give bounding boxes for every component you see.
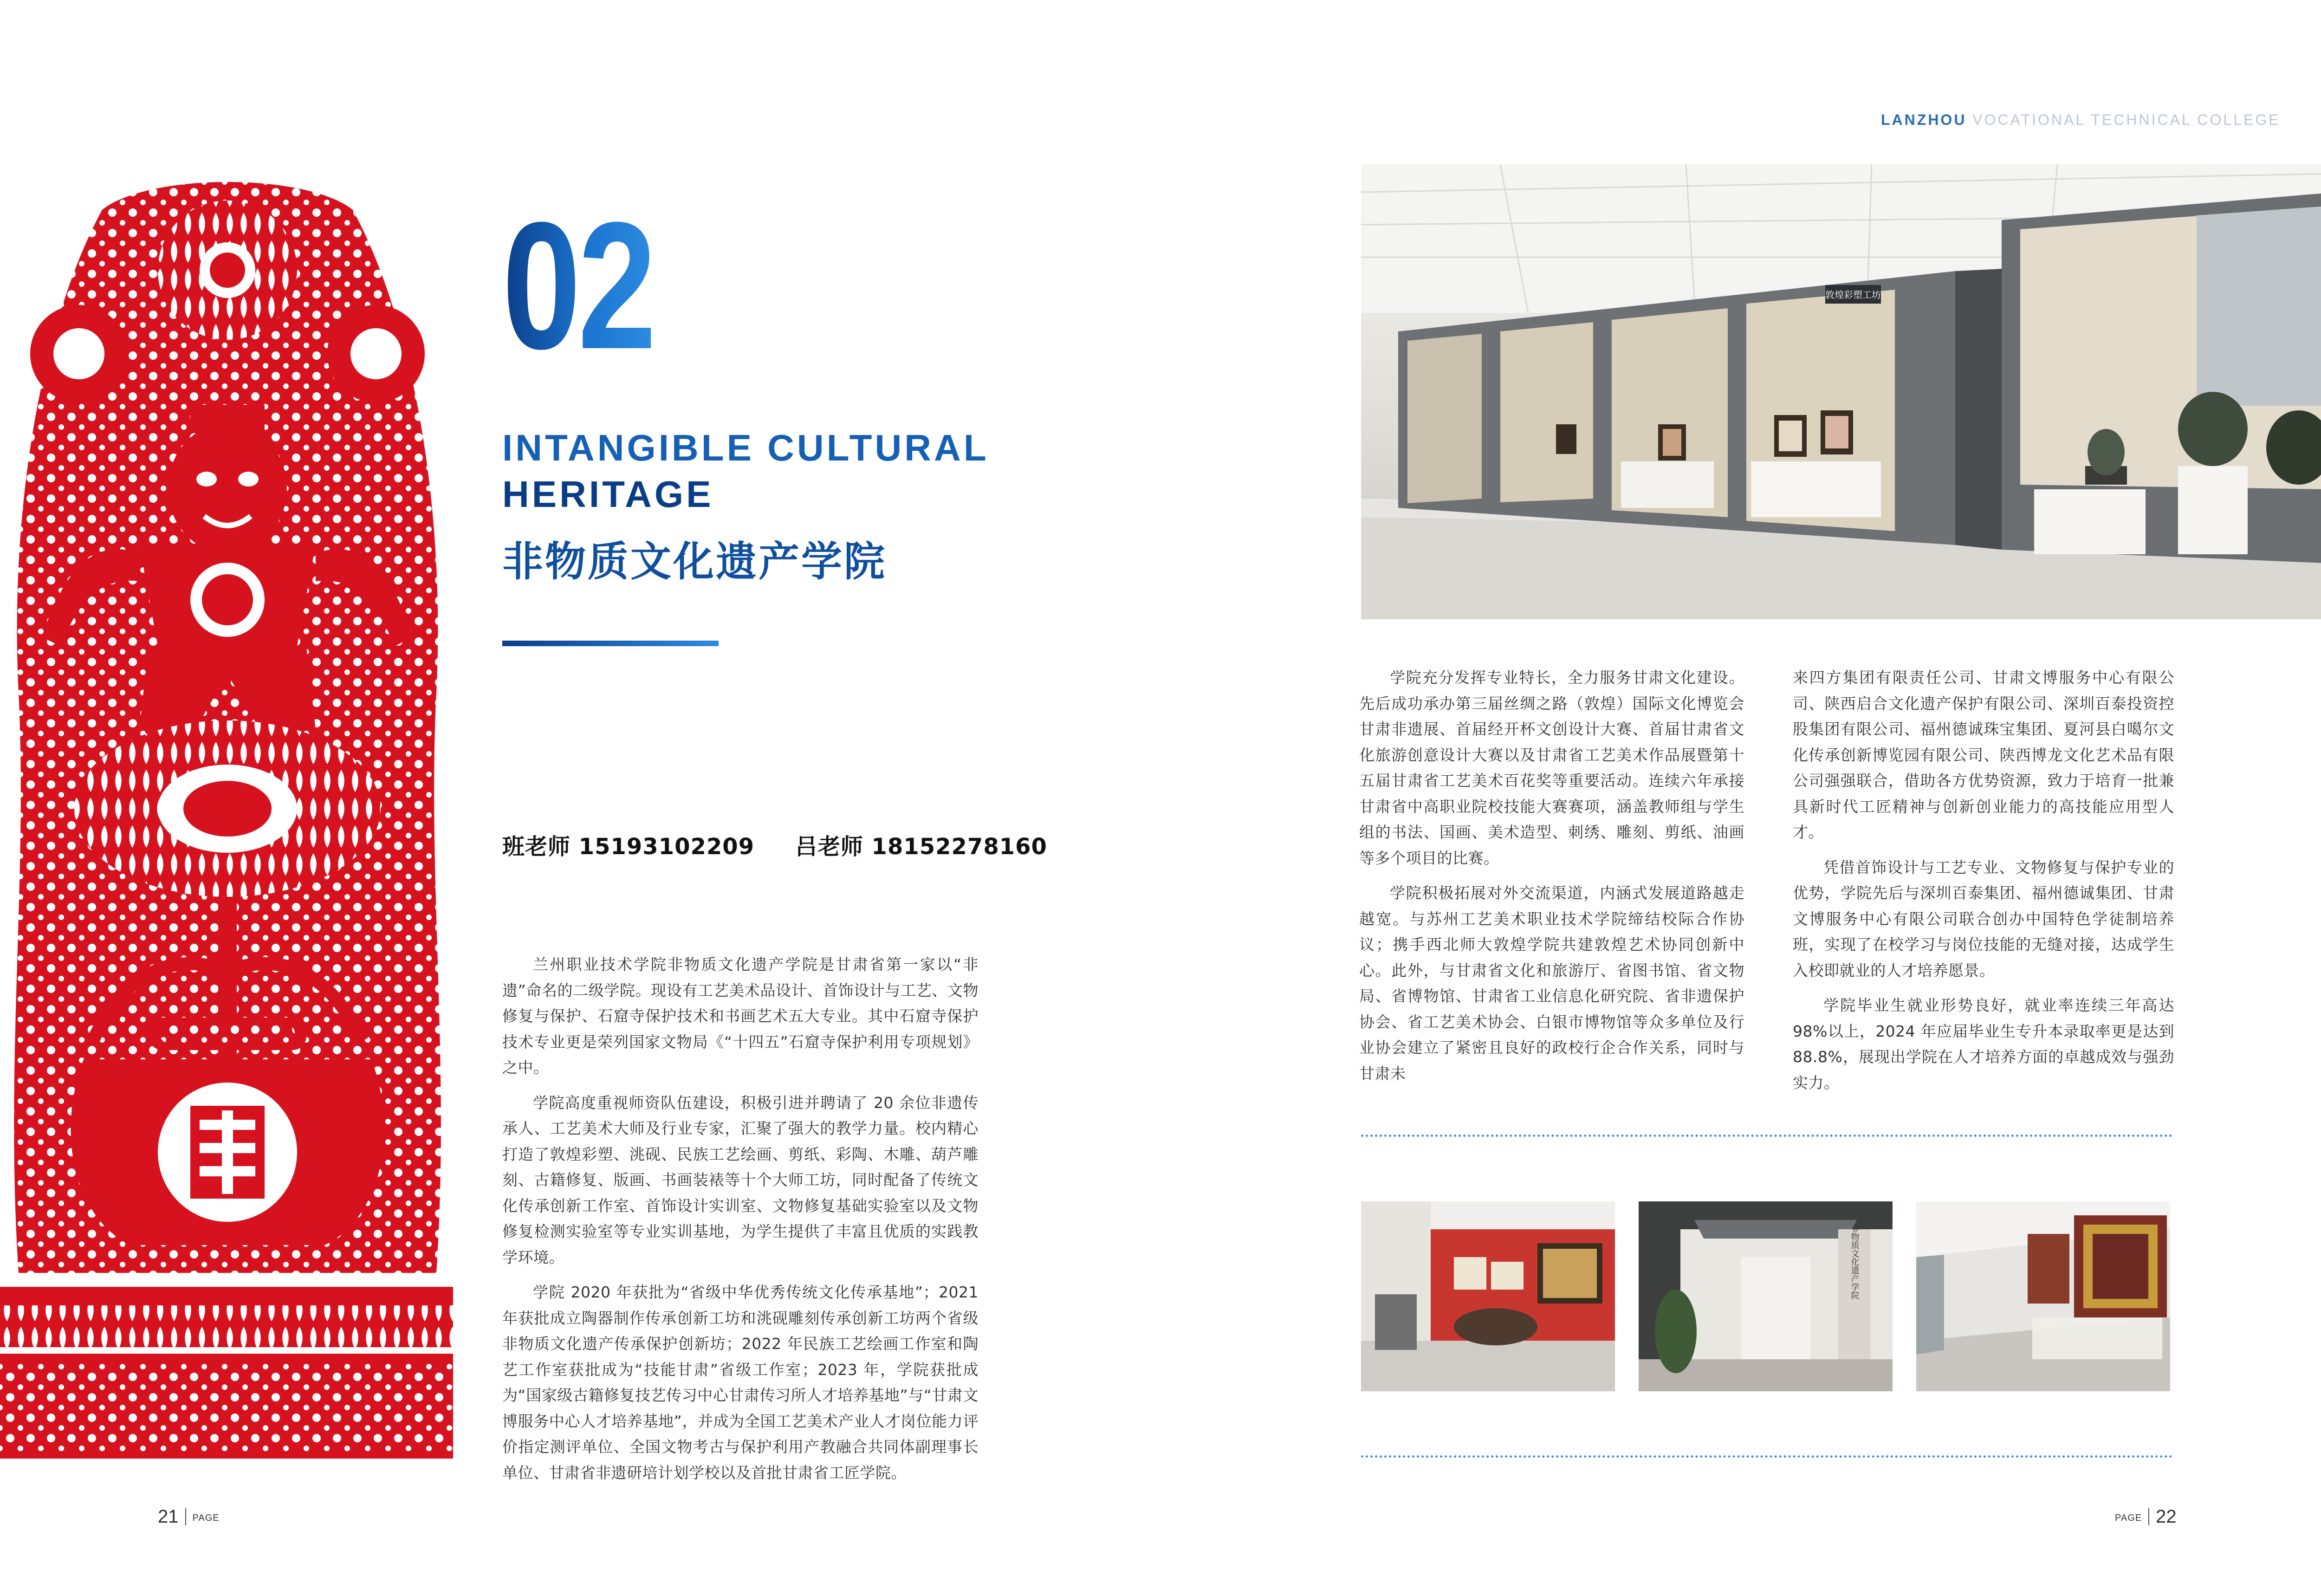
contact-ban: 班老师 15193102209	[502, 834, 755, 860]
gallery-corridor-photo	[1916, 1201, 2170, 1391]
college-entrance-photo	[1639, 1201, 1893, 1391]
left-paragraph: 学院高度重视师资队伍建设，积极引进并聘请了 20 余位非遗传承人、工艺美术大师及行业专家，汇聚了强大的教学力量。校内精心打造了敦煌彩塑、洮砚、民族工艺绘画、剪纸、彩陶、木雕、葫芦雕刻、古籍修复、版画、书画装裱等十个大师工坊，同时配备了传统文化传承创新工作室、首饰设计实训室、文物修复基础实验室以及文物修复检测实验室等专业实训基地，为学生提供了丰富且优质的实践教学环境。	[502, 1093, 979, 1266]
brand-light: VOCATIONAL TECHNICAL COLLEGE	[1972, 111, 2281, 128]
middle-paragraph: 学院充分发挥专业特长，全力服务甘肃文化建设。先后成功承办第三届丝绸之路（敦煌）国际文化博览会甘肃非遗展、首届经开杯文创设计大赛、首届甘肃省文化旅游创意设计大赛以及甘肃省工艺美术作品展暨第十五届甘肃省工艺美术百花奖等重要活动。连续六年承接甘肃省中高职业院校技能大赛赛项，涵盖教师组与学生组的书法、国画、美术造型、刺绣、雕刻、剪纸、油画等多个项目的比赛。	[1359, 668, 1744, 867]
left-paragraph: 兰州职业技术学院非物质文化遗产学院是甘肃省第一家以“非遗”命名的二级学院。现设有工艺美术品设计、首饰设计与工艺、文物修复与保护、石窟寺保护技术和书画艺术五大专业。其中石窟寺保护技术专业更是荣列国家文物局《“十四五”石窟寺保护利用专项规划》之中。	[502, 955, 979, 1077]
middle-paragraph: 学院积极拓展对外交流渠道，内涵式发展道路越走越宽。与苏州工艺美术职业技术学院缔结校际合作协议；携手西北师大敦煌学院共建敦煌艺术协同创新中心。此外，与甘肃省文化和旅游厅、省图书馆、省文物局、省博物馆、甘肃省工业信息化研究院、省非遗保护协会、省工艺美术协会、白银市博物馆等众多单位及行业协会建立了紧密且良好的政校行企合作关系，同时与甘肃未	[1359, 884, 1744, 1083]
section-title-cn: 非物质文化遗产学院	[502, 538, 887, 585]
footer-divider	[185, 1508, 186, 1525]
brand-bold: LANZHOU	[1881, 111, 1967, 128]
left-paragraph: 学院 2020 年获批为“省级中华优秀传统文化传承基地”；2021 年获批成立陶器制作传承创新工坊和洮砚雕刻传承创新工坊两个省级非物质文化遗产传承保护创新坊；2022 年民族工艺绘画工作室和陶艺工作室获批成为“技能甘肃”省级工作室；2023 年，学院获批成为“国家级古籍修复技艺传习中心甘肃传习所人才培养基地”与“甘肃文博服务中心人才培养基地”，并成为全国工艺美术产业人才岗位能力评价指定测评单位、全国文物考古与保护利用产教融合共同体副理事长单位、甘肃省非遗研培计划学校以及首批甘肃省工匠学院。	[502, 1283, 979, 1482]
section-title-en-line1: INTANGIBLE CULTURAL	[502, 427, 989, 468]
right-paragraph: 学院毕业生就业形势良好，就业率连续三年高达 98%以上，2024 年应届毕业生专升本录取率更是达到 88.8%，展现出学院在人才培养方面的卓越成效与强劲实力。	[1793, 996, 2174, 1092]
right-column-text	[1793, 665, 2174, 1105]
dotted-divider-bottom	[1361, 1455, 2172, 1458]
page-label-left: PAGE	[192, 1513, 220, 1523]
workshop-sign: 敦煌彩塑工坊	[1825, 289, 1881, 300]
college-sign: 非物质文化遗产学院	[1849, 1224, 1860, 1299]
section-number: 02	[502, 184, 654, 387]
contact-lv: 吕老师 18152278160	[795, 834, 1047, 860]
page-footer-left	[158, 1506, 220, 1527]
exhibition-hall-photo	[1361, 164, 2321, 619]
showroom-photo	[1361, 1201, 1615, 1391]
left-column-text	[502, 952, 979, 1495]
page-footer-right	[2115, 1506, 2177, 1527]
page-number-right: 22	[2156, 1506, 2177, 1527]
right-paragraph-continued: 来四方集团有限责任公司、甘肃文博服务中心有限公司、陕西启合文化遗产保护有限公司、深圳百泰投资控股集团有限公司、福州德诚珠宝集团、夏河县白噶尔文化传承创新博览园有限公司、陕西博龙文化艺术品有限公司强强联合，借助各方优势资源，致力于培育一批兼具新时代工匠精神与创新创业能力的高技能应用型人才。	[1793, 668, 2174, 841]
page-number-left: 21	[158, 1506, 179, 1527]
footer-divider	[2148, 1508, 2149, 1525]
college-brand	[1881, 111, 2281, 129]
page-label-right: PAGE	[2115, 1513, 2142, 1523]
middle-column-text	[1359, 665, 1744, 1096]
section-title-en	[502, 425, 1013, 518]
dotted-divider-top	[1361, 1135, 2172, 1137]
right-paragraph: 凭借首饰设计与工艺专业、文物修复与保护专业的优势，学院先后与深圳百泰集团、福州德诚集团、甘肃文博服务中心有限公司联合创办中国特色学徒制培养班，实现了在校学习与岗位技能的无缝对接，达成学生入校即就业的人才培养愿景。	[1793, 858, 2174, 980]
title-underline	[502, 641, 719, 646]
papercut-artwork	[0, 182, 453, 1459]
section-title-en-line2: HERITAGE	[502, 474, 714, 515]
contact-line	[502, 829, 1080, 861]
